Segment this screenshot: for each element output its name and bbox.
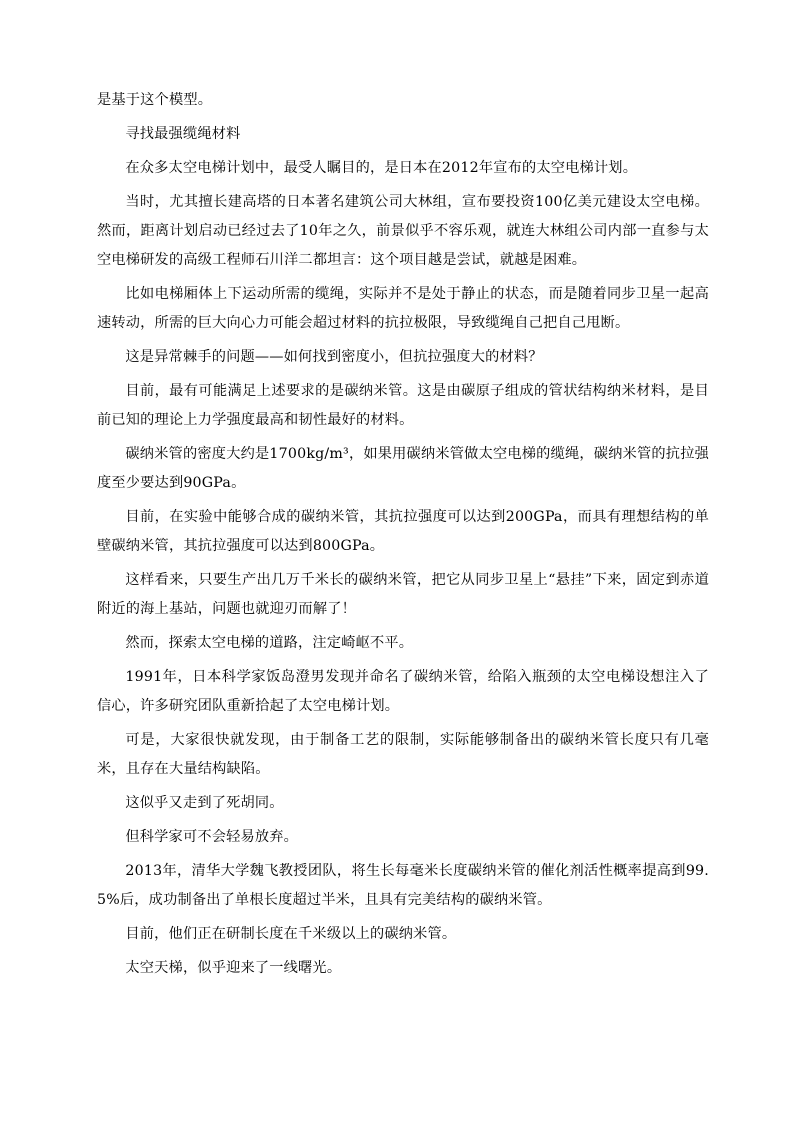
paragraph: 但科学家可不会轻易放弃。 (125, 829, 299, 845)
paragraph: 这似乎又走到了死胡同。 (125, 795, 284, 811)
paragraph: 目前，最有可能满足上述要求的是碳纳米管。这是由碳原子组成的管状结构纳米材料，是目前已知的理论上力学强度最高和韧性最好的材料。 (97, 383, 709, 428)
paragraph: 目前，他们正在研制长度在千米级以上的碳纳米管。 (125, 926, 457, 942)
paragraph: 然而，探索太空电梯的道路，注定崎岖不平。 (125, 635, 414, 651)
paragraph: 太空天梯，似乎迎来了一线曙光。 (125, 960, 342, 976)
paragraph: 在众多太空电梯计划中，最受人瞩目的，是日本在2012年宣布的太空电梯计划。 (125, 160, 638, 176)
paragraph: 可是，大家很快就发现，由于制备工艺的限制，实际能够制备出的碳纳米管长度只有几毫米，且存在大量结构缺陷。 (97, 732, 709, 777)
paragraph: 比如电梯厢体上下运动所需的缆绳，实际并不是处于静止的状态，而是随着同步卫星一起高速转动，所需的巨大向心力可能会超过材料的抗拉极限，导致缆绳自己把自己甩断。 (97, 286, 709, 331)
document-page (97, 86, 709, 988)
paragraph: 目前，在实验中能够合成的碳纳米管，其抗拉强度可以达到200GPa，而具有理想结构的单壁碳纳米管，其抗拉强度可以达到800GPa。 (97, 509, 709, 554)
paragraph-continuation: 是基于这个模型。 (97, 92, 213, 108)
paragraph: 这是异常棘手的问题——如何找到密度小，但抗拉强度大的材料？ (125, 349, 543, 365)
paragraph: 碳纳米管的密度大约是1700kg/m³，如果用碳纳米管做太空电梯的缆绳，碳纳米管的抗拉强度至少要达到90GPa。 (97, 446, 709, 491)
paragraph: 1991年，日本科学家饭岛澄男发现并命名了碳纳米管，给陷入瓶颈的太空电梯设想注入了信心，许多研究团队重新拾起了太空电梯计划。 (97, 669, 709, 714)
paragraph: 这样看来，只要生产出几万千米长的碳纳米管，把它从同步卫星上“悬挂”下来，固定到赤道附近的海上基站，问题也就迎刃而解了！ (97, 572, 709, 617)
paragraph: 当时，尤其擅长建高塔的日本著名建筑公司大林组，宣布要投资100亿美元建设太空电梯。然而，距离计划启动已经过去了10年之久，前景似乎不容乐观，就连大林组公司内部一直参与太空电梯研发的高级工程师石川洋二都坦言：这个项目越是尝试，就越是困难。 (97, 194, 709, 268)
section-heading: 寻找最强缆绳材料 (125, 126, 241, 142)
paragraph: 2013年，清华大学魏飞教授团队，将生长每毫米长度碳纳米管的催化剂活性概率提高到99.5%后，成功制备出了单根长度超过半米，且具有完美结构的碳纳米管。 (97, 863, 709, 908)
